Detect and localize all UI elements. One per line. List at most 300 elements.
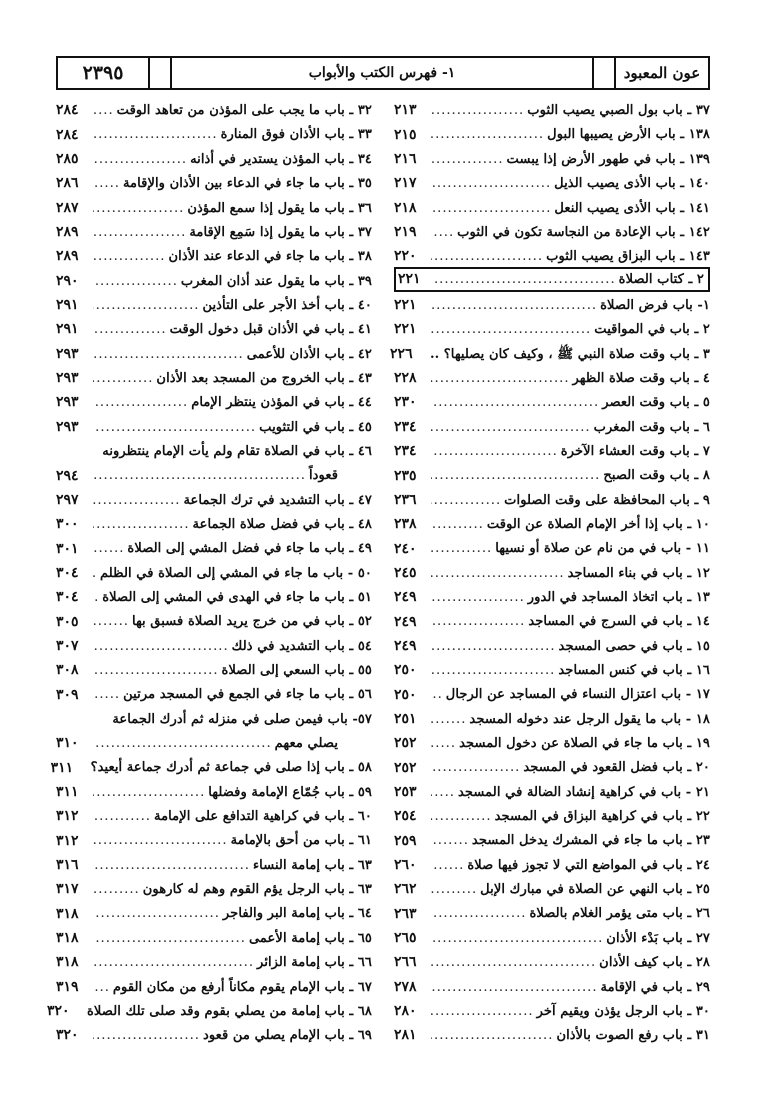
dot-leader xyxy=(431,907,526,920)
entry-title: ٤٩ ـ باب ما جاء في فضل المشي إلى الصلاة xyxy=(127,541,372,557)
index-entry xyxy=(394,438,710,462)
entry-title: ٤٦ ـ باب في الصلاة تقام ولم يأت الإمام ينتظرونه xyxy=(102,443,372,459)
entry-page-number: ٣٠٧ xyxy=(56,637,79,654)
index-entry xyxy=(56,267,372,291)
entry-title: ٤٢ ـ باب الأذان للأعمى xyxy=(246,346,372,362)
dot-leader xyxy=(93,591,99,604)
chapter-heading xyxy=(394,267,710,291)
entry-title: قعوداً xyxy=(308,468,338,484)
entry-page-number: ٢٦٢ xyxy=(394,881,417,898)
entry-title: ٢٢ ـ باب في كراهية البزاق في المسجد xyxy=(494,809,710,825)
entry-title: ١٤٢ ـ باب الإعادة من النجاسة تكون في الثوب xyxy=(457,224,710,240)
entry-title: ٣٩ ـ باب ما يقول عند أذان المغرب xyxy=(180,273,372,289)
entry-page-number: ٢٥٢ xyxy=(394,759,417,776)
index-entry xyxy=(394,1022,710,1046)
dot-leader xyxy=(93,834,228,847)
entry-title: ٣٠ ـ باب الرجل يؤذن ويقيم آخر xyxy=(536,1003,710,1019)
entry-title: ٣٨ ـ باب ما جاء في الدعاء عند الأذان xyxy=(168,249,372,265)
entry-title: ٣٧ ـ باب ما يقول إذا سَمِع الإقامة xyxy=(189,224,372,240)
entry-page-number: ٢١٣ xyxy=(394,102,417,119)
dot-leader xyxy=(431,737,456,750)
dot-leader xyxy=(431,981,598,994)
index-entry xyxy=(394,511,710,535)
dot-leader xyxy=(435,273,616,286)
entry-title: ٦٣ ـ باب إمامة النساء xyxy=(252,857,372,873)
dot-leader xyxy=(431,421,591,434)
dot-leader xyxy=(93,226,186,239)
entry-page-number: ٢٩٣ xyxy=(56,370,79,387)
entry-title: ٣١ ـ باب رفع الصوت بالأذان xyxy=(556,1028,710,1044)
entry-page-number: ٣٠٤ xyxy=(56,564,79,581)
dot-leader xyxy=(93,348,244,361)
dot-leader xyxy=(93,469,306,482)
dot-leader xyxy=(93,250,166,263)
entry-page-number: ٣١٠ xyxy=(56,735,79,752)
entry-page-number: ٢٤٩ xyxy=(394,589,417,606)
entry-title: ١٧ - باب اعتزال النساء في المساجد عن الرجال xyxy=(445,687,710,703)
entry-title: ١٤ ـ باب في السرج في المساجد xyxy=(528,614,710,630)
entry-page-number: ٣٠٠ xyxy=(56,516,79,533)
index-entry xyxy=(56,340,372,364)
dot-leader xyxy=(93,494,180,507)
entry-title: ٦٣ ـ باب الرجل يؤم القوم وهم له كارهون xyxy=(142,882,372,898)
index-entry xyxy=(56,365,372,389)
index-entry xyxy=(56,194,372,218)
index-entry xyxy=(394,121,710,145)
entry-page-number: ٢٩١ xyxy=(56,297,79,314)
entry-title: ٢٧ ـ باب بَدْء الأذان xyxy=(606,930,710,946)
index-entry xyxy=(394,292,710,316)
entry-page-number: ٣١٢ xyxy=(56,832,79,849)
entry-title: ١٤٠ ـ باب الأذى يصيب الذيل xyxy=(554,176,710,192)
index-entry xyxy=(394,389,710,413)
entry-title: ١٤١ ـ باب الأذى يصيب النعل xyxy=(554,200,710,216)
page-header xyxy=(56,56,710,90)
dot-leader xyxy=(93,932,246,945)
entry-page-number: ٢٥٣ xyxy=(394,783,417,800)
dot-leader xyxy=(431,567,565,580)
index-entry xyxy=(394,194,710,218)
dot-leader xyxy=(431,834,469,847)
entry-title: ٥٨ ـ باب إذا صلى في جماعة ثم أدرك جماعة أيعيد؟ xyxy=(90,760,372,776)
dot-leader xyxy=(431,761,520,774)
entry-page-number: ٣١٩ xyxy=(56,978,79,995)
index-entry xyxy=(394,97,710,121)
entry-page-number: ٢٦٥ xyxy=(394,930,417,947)
entry-title: ٤٨ ـ باب في فضل صلاة الجماعة xyxy=(192,516,372,532)
dot-leader xyxy=(93,810,151,823)
entry-page-number: ٢١٥ xyxy=(394,126,417,143)
entry-title: ٢٩ ـ باب في الإقامة xyxy=(600,979,710,995)
index-column-right xyxy=(390,97,710,1046)
dot-leader xyxy=(93,664,219,677)
index-entry xyxy=(56,487,372,511)
dot-leader xyxy=(431,688,443,701)
book-title: عون المعبود xyxy=(623,64,701,82)
entry-page-number: ٢٩١ xyxy=(56,321,79,338)
dot-leader xyxy=(431,153,504,166)
entry-title: ٥ ـ باب وقت العصر xyxy=(602,395,710,411)
entry-page-number: ٢٣٦ xyxy=(394,491,417,508)
dot-leader xyxy=(93,177,120,190)
entry-title: ١٢ ـ باب في بناء المساجد xyxy=(567,565,710,581)
entry-title: ٥٥ ـ باب السعي إلى الصلاة xyxy=(221,663,372,679)
entry-page-number: ٢٨٠ xyxy=(394,1003,417,1020)
entry-page-number: ٣١١ xyxy=(56,783,79,800)
index-entry xyxy=(394,170,710,194)
entry-page-number: ٢٧٨ xyxy=(394,978,417,995)
entry-title: ٥١ ـ باب ما جاء في الهدى في المشي إلى الصلاة xyxy=(102,590,372,606)
entry-page-number: ٣٠٩ xyxy=(56,686,79,703)
header-spacer-left xyxy=(150,58,172,88)
entry-title: ٨ ـ باب وقت الصبح xyxy=(603,468,710,484)
dot-leader xyxy=(93,907,220,920)
header-spacer-right xyxy=(594,58,616,88)
index-entry xyxy=(56,706,372,730)
entry-title: ٤٥ ـ باب في التثويب xyxy=(259,419,372,435)
index-entry xyxy=(56,97,372,121)
dot-leader xyxy=(431,591,525,604)
dot-leader xyxy=(431,956,596,969)
entry-title: ٣٣ ـ باب الأذان فوق المنارة xyxy=(220,127,372,143)
entry-title: ٥٧- باب فيمن صلى في منزله ثم أدرك الجماعة xyxy=(112,711,372,727)
dot-leader xyxy=(431,299,597,312)
index-entry xyxy=(394,925,710,949)
index-entry xyxy=(56,681,372,705)
entry-page-number: ٢٣٨ xyxy=(394,516,417,533)
entry-title: ٤٧ ـ باب التشديد في ترك الجماعة xyxy=(183,492,372,508)
dot-leader xyxy=(431,372,570,385)
dot-leader xyxy=(93,275,178,288)
entry-title: ٥٠ - باب ما جاء في المشي إلى الصلاة في الظلم xyxy=(100,565,372,581)
entry-title: ٥٦ ـ باب ما جاء في الجمع في المسجد مرتين xyxy=(123,687,372,703)
entry-page-number: ٣١٦ xyxy=(56,857,79,873)
entry-page-number: ٢٨١ xyxy=(394,1027,417,1044)
dot-leader xyxy=(431,786,455,799)
entry-page-number: ٢٣٤ xyxy=(394,418,417,435)
entry-page-number: ٢٩٣ xyxy=(56,418,79,435)
dot-leader xyxy=(93,104,114,117)
dot-leader xyxy=(431,469,600,482)
index-entry xyxy=(394,876,710,900)
index-entry xyxy=(394,633,710,657)
entry-title: ٢٠ ـ باب فضل القعود في المسجد xyxy=(523,760,710,776)
entry-page-number: ٢٤٠ xyxy=(394,540,417,557)
index-entry xyxy=(56,900,372,924)
dot-leader xyxy=(431,1029,553,1042)
dot-leader xyxy=(93,1029,200,1042)
index-entry xyxy=(56,803,372,827)
section-title: ١- فهرس الكتب والأبواب xyxy=(172,58,594,88)
dot-leader xyxy=(93,153,187,166)
index-entry xyxy=(394,462,710,486)
entry-page-number: ٢٥١ xyxy=(394,710,417,727)
dot-leader xyxy=(93,396,188,409)
dot-leader xyxy=(431,615,525,628)
entry-title: ٣٤ ـ باب المؤذن يستدير في أذانه xyxy=(190,151,372,167)
entry-title: ٦٦ ـ باب إمامة الزائر xyxy=(257,955,372,971)
dot-leader xyxy=(93,615,129,628)
index-entry xyxy=(394,365,710,389)
entry-title: ١٤٣ ـ باب البزاق يصيب الثوب xyxy=(546,249,710,265)
index-entry xyxy=(394,316,710,340)
entry-title: ٤٣ ـ باب الخروج من المسجد بعد الأذان xyxy=(156,370,372,386)
index-entry xyxy=(56,413,372,437)
entry-page-number: ٣١٨ xyxy=(56,930,79,947)
entry-title: ٤ ـ باب وقت صلاة الظهر xyxy=(572,370,710,386)
entry-page-number: ٣٠٤ xyxy=(56,589,79,606)
entry-page-number: ٢٨٤ xyxy=(56,102,79,119)
entry-page-number: ٣٠١ xyxy=(56,540,79,557)
dot-leader xyxy=(93,737,272,750)
index-entry xyxy=(394,657,710,681)
dot-leader xyxy=(431,226,454,239)
index-entry xyxy=(56,730,372,754)
entry-page-number: ٢٥٢ xyxy=(394,735,417,752)
entry-title: ٢٤ ـ باب في المواضع التي لا تجوز فيها صلاة xyxy=(467,857,710,873)
entry-title: ٣٥ ـ باب ما جاء في الدعاء بين الأذان والإقامة xyxy=(122,176,372,192)
entry-title: ٦ ـ باب وقت المغرب xyxy=(593,419,710,435)
entry-title: ٥٢ ـ باب في من خرج يريد الصلاة فسبق بها xyxy=(131,614,372,630)
dot-leader xyxy=(431,396,599,409)
dot-leader xyxy=(431,202,551,215)
index-entry xyxy=(56,608,372,632)
dot-leader xyxy=(93,421,256,434)
index-entry xyxy=(394,560,710,584)
index-entry xyxy=(394,730,710,754)
entry-page-number: ٢٩٣ xyxy=(56,345,79,362)
entry-page-number: ٢١٦ xyxy=(394,151,417,168)
entry-title: ٢١ - باب في كراهية إنشاد الضالة في المسجد xyxy=(457,784,710,800)
entry-title: ١٣٨ ـ باب الأرض يصيبها البول xyxy=(547,127,710,143)
index-entry xyxy=(56,633,372,657)
entry-page-number: ٢٣٥ xyxy=(394,467,417,484)
dot-leader xyxy=(431,859,464,872)
entry-title: ٦٩ ـ باب الإمام يصلي من قعود xyxy=(202,1028,372,1044)
entry-title: ٧ ـ باب وقت العشاء الآخرة xyxy=(560,443,710,459)
entry-page-number: ٣١٧ xyxy=(56,881,79,898)
entry-page-number: ٢٨٦ xyxy=(56,175,79,192)
dot-leader xyxy=(93,981,110,994)
entry-title: ٦٨ ـ باب إمامة من يصلي بقوم وقد صلى تلك الصلاة xyxy=(86,1003,372,1019)
index-entry xyxy=(394,146,710,170)
entry-title: ٤٠ ـ باب أخذ الأجر على التأذين xyxy=(202,297,372,313)
index-entry xyxy=(56,852,372,876)
entry-page-number: ٣١٨ xyxy=(56,905,79,922)
dot-leader xyxy=(93,202,184,215)
entry-title: ١٣٩ ـ باب في طهور الأرض إذا يبست xyxy=(506,151,710,167)
index-entry xyxy=(56,219,372,243)
dot-leader xyxy=(431,542,492,555)
entry-title: ٢٦ ـ باب متى يؤمر الغلام بالصلاة xyxy=(529,906,710,922)
entry-page-number: ٢٩٤ xyxy=(56,467,79,484)
index-entry xyxy=(56,316,372,340)
entry-page-number: ٢١٨ xyxy=(394,199,417,216)
entry-title: ٥٩ ـ باب جُمّاع الإمامة وفضلها xyxy=(208,784,372,800)
dot-leader xyxy=(431,932,603,945)
index-entry xyxy=(56,827,372,851)
entry-page-number: ٢١٧ xyxy=(394,175,417,192)
dot-leader xyxy=(93,640,229,653)
entry-title: ١٨ - باب ما يقول الرجل عند دخوله المسجد xyxy=(469,711,710,727)
index-entry xyxy=(56,292,372,316)
entry-page-number: ٣١٢ xyxy=(56,808,79,825)
entry-title: ٦٠ ـ باب في كراهية التدافع على الإمامة xyxy=(154,809,372,825)
entry-page-number: ٢٦٠ xyxy=(394,857,417,873)
dot-leader xyxy=(431,104,524,117)
dot-leader xyxy=(431,177,551,190)
entry-page-number: ٢٢٨ xyxy=(394,370,417,387)
dot-leader xyxy=(93,859,250,872)
dot-leader xyxy=(93,688,120,701)
entry-page-number: ٢٢١ xyxy=(394,321,417,338)
index-entry xyxy=(56,535,372,559)
entry-title: ١٣ ـ باب اتخاذ المساجد في الدور xyxy=(527,590,710,606)
index-entry xyxy=(56,584,372,608)
entry-page-number: ٢٣٠ xyxy=(394,394,417,411)
index-entry xyxy=(394,487,710,511)
index-entry xyxy=(394,219,710,243)
dot-leader xyxy=(431,664,555,677)
index-entry xyxy=(394,706,710,730)
entry-title: ٦١ ـ باب من أحق بالإمامة xyxy=(230,833,372,849)
entry-page-number: ٢٢١ xyxy=(394,297,417,314)
index-entry xyxy=(56,243,372,267)
entry-title: ٩ ـ باب المحافظة على وقت الصلوات xyxy=(504,492,710,508)
index-entry xyxy=(56,657,372,681)
entry-page-number: ٢٦٦ xyxy=(394,954,417,971)
entry-page-number: ٢٨٩ xyxy=(56,224,79,241)
index-entry xyxy=(46,998,372,1022)
entry-page-number: ٢٥٩ xyxy=(394,832,417,849)
entry-page-number: ٢٤٩ xyxy=(394,613,417,630)
dot-leader xyxy=(93,786,205,799)
dot-leader xyxy=(431,713,466,726)
entry-title: ٢ ـ باب في المواقيت xyxy=(594,322,710,338)
entry-page-number: ٢٤٥ xyxy=(394,564,417,581)
entry-page-number: ٢٩٧ xyxy=(56,491,79,508)
index-entry xyxy=(394,852,710,876)
index-entry xyxy=(394,779,710,803)
entry-title: يصلي معهم xyxy=(274,736,338,752)
entry-page-number: ٢٢٠ xyxy=(394,248,417,265)
dot-leader xyxy=(431,518,484,531)
entry-title: ٢ ـ كتاب الصلاة xyxy=(618,271,704,287)
index-entry xyxy=(56,925,372,949)
entry-page-number: ٢٣٤ xyxy=(394,443,417,460)
entry-page-number: ٢٩٣ xyxy=(56,394,79,411)
entry-title: ٢٣ ـ باب ما جاء في المشرك يدخل المسجد xyxy=(471,833,710,849)
entry-title: ٣٦ ـ باب ما يقول إذا سمع المؤذن xyxy=(187,200,372,216)
dot-leader xyxy=(431,250,543,263)
entry-page-number: ٢١٩ xyxy=(394,224,417,241)
dot-leader xyxy=(93,299,199,312)
dot-leader xyxy=(431,810,492,823)
index-entry xyxy=(394,608,710,632)
index-entry xyxy=(394,243,710,267)
entry-title: ٤١ ـ باب في الأذان قبل دخول الوقت xyxy=(169,322,372,338)
index-entry xyxy=(56,949,372,973)
index-entry xyxy=(56,560,372,584)
dot-leader xyxy=(93,883,140,896)
entry-title: ٣ ـ باب وقت صلاة النبي ﷺ ، وكيف كان يصليها؟ .. xyxy=(430,346,710,362)
index-entry xyxy=(394,535,710,559)
entry-title: ٣٧ ـ باب بول الصبي يصيب الثوب xyxy=(527,103,710,119)
entry-title: ١١ - باب في من نام عن صلاة أو نسيها xyxy=(495,541,710,557)
index-entry xyxy=(394,827,710,851)
index-entry xyxy=(56,876,372,900)
entry-title: ٤٤ ـ باب في المؤذن ينتظر الإمام xyxy=(191,395,372,411)
entry-page-number: ٣٠٨ xyxy=(56,662,79,679)
index-entry xyxy=(56,779,372,803)
index-entry xyxy=(394,998,710,1022)
index-entry xyxy=(56,462,372,486)
entry-page-number: ٢٨٥ xyxy=(56,151,79,168)
entry-title: ٣٢ ـ باب ما يجب على المؤذن من تعاهد الوقت xyxy=(116,103,372,119)
dot-leader xyxy=(93,956,254,969)
index-entry xyxy=(394,900,710,924)
entry-page-number: ٢٨٩ xyxy=(56,248,79,265)
index-entry xyxy=(394,949,710,973)
index-entry xyxy=(56,438,372,462)
entry-title: ٢٨ ـ باب كيف الأذان xyxy=(599,955,710,971)
index-entry xyxy=(56,973,372,997)
index-entry xyxy=(56,121,372,145)
index-entry xyxy=(394,413,710,437)
entry-title: ١٩ ـ باب ما جاء في الصلاة عن دخول المسجد xyxy=(459,736,710,752)
index-entry xyxy=(394,681,710,705)
entry-page-number: ٢٢٦ xyxy=(390,345,413,362)
entry-title: ٥٤ ـ باب التشديد في ذلك xyxy=(231,638,372,654)
entry-page-number: ٣٢٠ xyxy=(46,1003,70,1020)
entry-title: ٦٤ ـ باب إمامة البر والفاجر xyxy=(222,906,372,922)
entry-title: ٦٥ ـ باب إمامة الأعمى xyxy=(248,930,372,946)
index-entry xyxy=(56,1022,372,1046)
dot-leader xyxy=(431,640,556,653)
index-column-left xyxy=(46,97,372,1046)
entry-page-number: ٢٥٠ xyxy=(394,686,417,703)
entry-title: ٢٥ ـ باب النهي عن الصلاة في مبارك الإبل xyxy=(480,882,710,898)
entry-page-number: ٣٢٠ xyxy=(56,1027,79,1044)
dot-leader xyxy=(93,567,97,580)
entry-title: ١٦ ـ باب في كنس المساجد xyxy=(558,663,710,679)
index-entry xyxy=(50,754,372,778)
dot-leader xyxy=(93,323,167,336)
entry-page-number: ٢٦٣ xyxy=(394,905,417,922)
entry-title: ٦٧ ـ باب الإمام يقوم مكاناً أرفع من مكان القوم xyxy=(112,979,372,995)
entry-page-number: ٢٥٠ xyxy=(394,662,417,679)
index-entry xyxy=(56,511,372,535)
index-entry xyxy=(56,170,372,194)
index-entry xyxy=(390,340,710,364)
entry-page-number: ٢٥٤ xyxy=(394,808,417,825)
dot-leader xyxy=(431,883,477,896)
index-entry xyxy=(394,973,710,997)
index-entry xyxy=(394,584,710,608)
dot-leader xyxy=(93,518,190,531)
entry-page-number: ٣١١ xyxy=(50,759,74,776)
page-number: ٢٣٩٥ xyxy=(58,58,150,88)
index-entry xyxy=(394,754,710,778)
entry-page-number: ٢٢١ xyxy=(398,270,421,287)
dot-leader xyxy=(93,372,153,385)
entry-page-number: ٣٠٥ xyxy=(56,613,79,630)
dot-leader xyxy=(93,128,218,141)
index-entry xyxy=(56,146,372,170)
dot-leader xyxy=(431,323,591,336)
entry-page-number: ٢٤٩ xyxy=(394,637,417,654)
dot-leader xyxy=(431,445,558,458)
